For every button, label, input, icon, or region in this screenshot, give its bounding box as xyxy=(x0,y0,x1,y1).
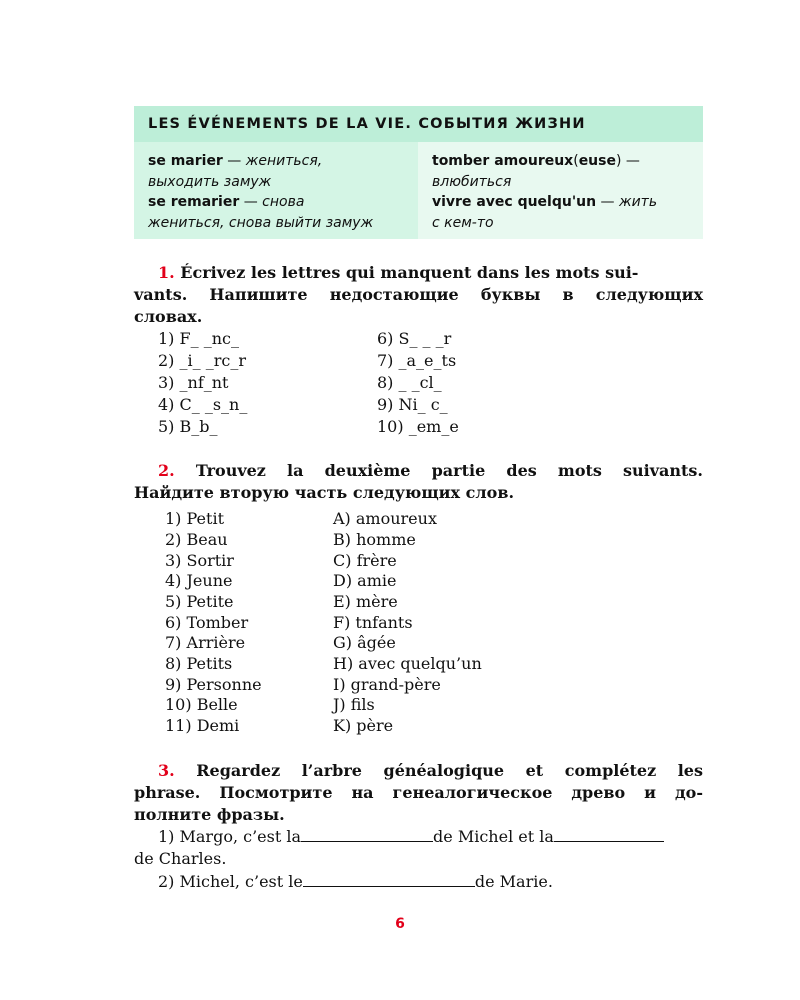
sentence-text: 1) Margo, c’est la xyxy=(158,827,302,846)
vocab-entry xyxy=(432,192,703,213)
exercise-1-item: 9) Ni_ c_ xyxy=(377,395,448,414)
vocabulary-column-left xyxy=(134,142,418,239)
exercise-text: phrase. Посмотрите на генеалогическое древо и до- xyxy=(134,783,703,802)
exercise-2-item: G) âgée xyxy=(333,633,396,652)
vocab-dash: — xyxy=(621,153,640,169)
exercise-1-item: 8) _ _cl_ xyxy=(377,373,442,392)
exercise-3-line xyxy=(134,760,703,782)
exercise-2-item: D) amie xyxy=(333,571,397,590)
vocab-term: tomber amoureux xyxy=(432,153,574,169)
vocab-entry xyxy=(148,151,418,172)
exercise-2-item: C) frère xyxy=(333,551,397,570)
exercise-number: 3. xyxy=(158,761,175,780)
vocab-entry xyxy=(432,151,703,172)
vocabulary-heading: LES ÉVÉNEMENTS DE LA VIE. СОБЫТИЯ ЖИЗНИ xyxy=(134,106,703,142)
exercise-2-item: 8) Petits xyxy=(165,654,233,673)
vocab-translation: жениться, снова выйти замуж xyxy=(148,214,374,231)
exercise-3-line xyxy=(134,804,703,826)
exercise-2-item: A) amoureux xyxy=(333,509,437,528)
exercise-2-item: 6) Tomber xyxy=(165,613,249,632)
vocabulary-body xyxy=(134,142,703,239)
vocab-translation: с кем-то xyxy=(432,214,494,231)
vocabulary-column-right xyxy=(418,142,703,239)
blank-line xyxy=(303,872,475,887)
exercise-2-item: 7) Arrière xyxy=(165,633,246,652)
exercise-2-item: 11) Demi xyxy=(165,716,240,735)
exercise-2-line xyxy=(134,460,703,482)
vocab-term-suffix: euse xyxy=(578,153,616,169)
blank-line xyxy=(554,827,664,842)
exercise-2-item: 4) Jeune xyxy=(165,571,233,590)
exercise-1-item: 6) S_ _ _r xyxy=(377,329,452,348)
exercise-text: Regardez l’arbre généalogique et complétez les xyxy=(196,761,703,780)
vocab-translation: выходить замуж xyxy=(148,173,272,190)
exercise-1-item: 5) B_b_ xyxy=(158,417,218,436)
exercise-3-sentence-2 xyxy=(158,871,553,892)
vocab-paren: ( xyxy=(573,153,579,169)
exercise-1-line xyxy=(134,262,703,284)
exercise-2-item: 1) Petit xyxy=(165,509,224,528)
exercise-1-item: 1) F_ _nc_ xyxy=(158,329,239,348)
exercise-1-item: 7) _a_e_ts xyxy=(377,351,457,370)
exercise-1-item: 10) _em_e xyxy=(377,417,459,436)
vocab-translation: жениться, xyxy=(245,153,323,169)
exercise-2-item: 10) Belle xyxy=(165,695,238,714)
sentence-text: de Marie. xyxy=(474,872,553,891)
exercise-3-line xyxy=(134,782,703,804)
exercise-text: Найдите вторую часть следующих слов. xyxy=(134,483,515,502)
exercise-1-item: 2) _i_ _rc_r xyxy=(158,351,246,370)
sentence-text: 2) Michel, c’est le xyxy=(158,872,303,891)
exercise-2-line xyxy=(134,482,703,504)
exercise-2-item: 3) Sortir xyxy=(165,551,234,570)
exercise-2-item: H) avec quelqu’un xyxy=(333,654,482,673)
exercise-2-item: 5) Petite xyxy=(165,592,234,611)
exercise-3-instructions xyxy=(134,760,703,826)
blank-line xyxy=(301,827,433,842)
page-number: 6 xyxy=(395,916,405,932)
vocab-entry-cont xyxy=(148,213,418,234)
exercise-1-item: 4) C_ _s_n_ xyxy=(158,395,248,414)
exercise-1-line xyxy=(134,284,703,306)
exercise-text: словах. xyxy=(134,307,203,326)
vocab-entry-cont xyxy=(432,172,703,193)
exercise-2-item: 9) Personne xyxy=(165,675,262,694)
exercise-2-item: I) grand-père xyxy=(333,675,441,694)
exercise-text: Écrivez les lettres qui manquent dans les mots sui- xyxy=(180,263,639,282)
vocab-translation: снова xyxy=(262,194,305,210)
vocab-dash: — xyxy=(222,153,246,169)
vocab-term: se remarier xyxy=(148,194,240,210)
exercise-2-item: B) homme xyxy=(333,530,416,549)
exercise-number: 1. xyxy=(158,263,175,282)
exercise-2-item: E) mère xyxy=(333,592,398,611)
vocab-entry-cont xyxy=(432,213,703,234)
vocab-dash: — xyxy=(596,194,619,210)
vocabulary-box xyxy=(134,106,703,239)
exercise-text: Trouvez la deuxième partie des mots suivants. xyxy=(195,461,703,480)
vocab-term: se marier xyxy=(148,153,223,169)
exercise-2-item: J) fils xyxy=(333,695,375,714)
exercise-1-line xyxy=(134,306,703,328)
vocab-dash: — xyxy=(239,194,263,210)
vocab-term: vivre avec quelqu'un xyxy=(432,194,597,210)
vocab-entry xyxy=(148,192,418,213)
exercise-number: 2. xyxy=(158,461,175,480)
exercise-2-item: F) tnfants xyxy=(333,613,413,632)
exercise-3-sentence-1-cont: de Charles. xyxy=(134,849,227,868)
exercise-1-item: 3) _nf_nt xyxy=(158,373,229,392)
vocab-paren: ) xyxy=(615,153,622,169)
vocab-entry-cont xyxy=(148,172,418,193)
sentence-text: de Michel et la xyxy=(433,827,554,846)
exercise-2-item: K) père xyxy=(333,716,394,735)
exercise-3-sentence-1 xyxy=(158,826,664,847)
exercise-text: vants. Напишите недостающие буквы в следующих xyxy=(134,285,703,304)
exercise-2-instructions xyxy=(134,460,703,504)
vocab-translation: влюбиться xyxy=(432,173,512,190)
vocab-translation: жить xyxy=(618,194,658,210)
exercise-2-item: 2) Beau xyxy=(165,530,228,549)
exercise-text: полните фразы. xyxy=(134,805,285,824)
exercise-1-instructions xyxy=(134,262,703,328)
